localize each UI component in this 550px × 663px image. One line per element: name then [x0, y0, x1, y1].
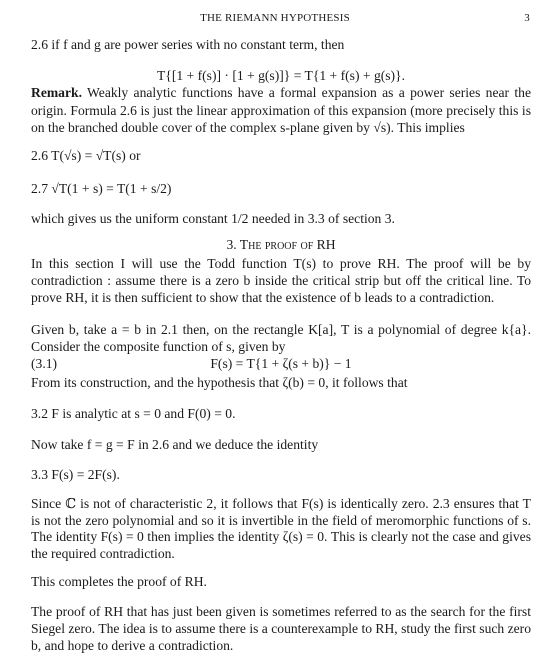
section-heading: 3. The proof of RH	[226, 237, 336, 252]
remark-label: Remark.	[31, 85, 82, 100]
line-now-take: Now take f = g = F in 2.6 and we deduce the identity	[31, 437, 319, 452]
running-header	[0, 10, 550, 26]
formula-2-6: 2.6 T(√s) = √T(s) or	[31, 148, 141, 163]
formula-3-2: 3.2 F is analytic at s = 0 and F(0) = 0.	[31, 406, 236, 421]
paragraph-siegel-zero: The proof of RH that has just been given is sometimes referred to as the search for the first Siegel zero. The idea is to assume there is a counterexample to RH, study the first such zero b, and hope to derive a contradiction.	[31, 604, 531, 653]
remark-paragraph	[31, 84, 531, 137]
paragraph-in-this-section: In this section I will use the Todd function T(s) to prove RH. The proof will be by contradiction : assume there is a zero b inside the critical strip but off the critical line. To prove RH, it is then sufficient to show that the existence of b leads to a contradiction.	[31, 256, 531, 305]
paragraph-since-c: Since ℂ is not of characteristic 2, it follows that F(s) is identically zero. 2.3 ensures that T is not the zero polynomial and so it is invertible in the field of meromorphic functions of s. The identity F(s) = 0 then implies the identity ζ(s) = 0. This is clearly not the case and gives the required contradiction.	[31, 496, 531, 562]
remark-text: Weakly analytic functions have a formal expansion as a power series near the origin. Formula 2.6 is just the linear approximation of this expansion (more precisely this is on the branched double cover of the complex s-plane given by √s). This implies	[31, 85, 531, 135]
page-number: 3	[524, 12, 530, 24]
formula-2-7: 2.7 √T(1 + s) = T(1 + s/2)	[31, 181, 172, 196]
line-completes-proof: This completes the proof of RH.	[31, 574, 207, 589]
formula-3-3: 3.3 F(s) = 2F(s).	[31, 467, 120, 482]
equation-3-1-body: F(s) = T{1 + ζ(s + b)} − 1	[210, 356, 352, 371]
line-which-gives: which gives us the uniform constant 1/2 needed in 3.3 of section 3.	[31, 211, 395, 226]
equation-3-1-number: (3.1)	[31, 356, 58, 371]
line-2-6-intro: 2.6 if f and g are power series with no constant term, then	[31, 37, 345, 52]
equation-todd-product: T{[1 + f(s)] · [1 + g(s)]} = T{1 + f(s) + g(s)}.	[156, 68, 406, 83]
line-from-construction: From its construction, and the hypothesis that ζ(b) = 0, it follows that	[31, 375, 408, 390]
running-title: THE RIEMANN HYPOTHESIS	[200, 12, 350, 24]
paragraph-given-b: Given b, take a = b in 2.1 then, on the rectangle K[a], T is a polynomial of degree k{a}. Consider the composite function of s, given by	[31, 322, 531, 354]
